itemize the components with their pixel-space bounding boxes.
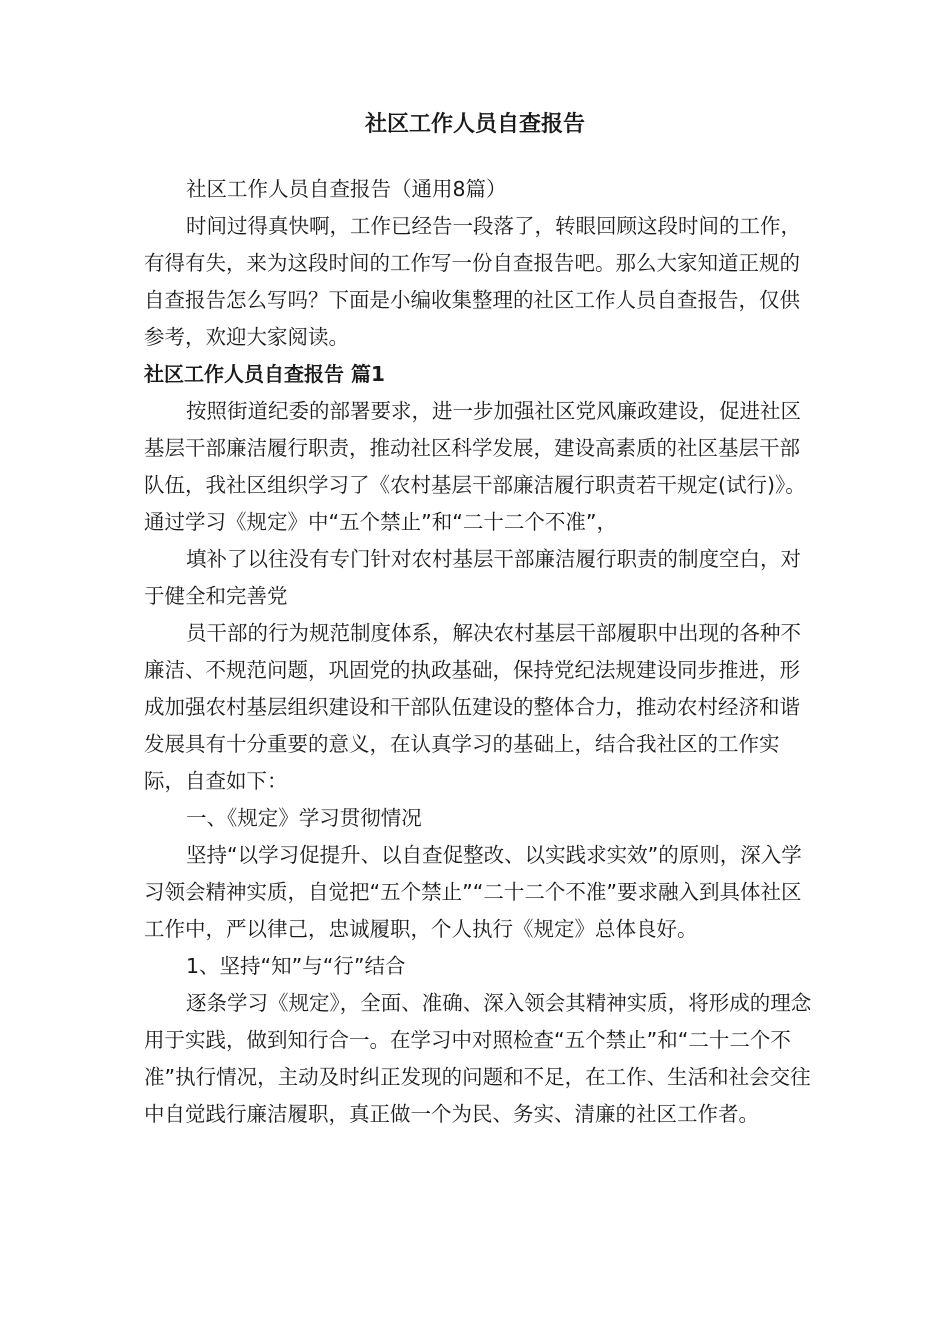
intro-paragraph: 时间过得真快啊，工作已经告一段落了，转眼回顾这段时间的工作，有得有失，来为这段时间的工作写一份自查报告吧。那么大家知道正规的自查报告怎么写吗？下面是小编收集整理的社区工作人员自查报告，仅供参考，欢迎大家阅读。: [144, 214, 801, 349]
body-paragraph: 员干部的行为规范制度体系，解决农村基层干部履职中出现的各种不廉洁、不规范问题，巩固党的执政基础，保持党纪法规建设同步推进，形成加强农村基层组织建设和干部队伍建设的整体合力，推动农村经济和谐发展具有十分重要的意义，在认真学习的基础上，结合我社区的工作实际，自查如下：: [144, 621, 801, 793]
subsection-heading: 1、坚持“知”与“行”结合: [186, 954, 406, 978]
document-subtitle: 社区工作人员自查报告（通用8篇）: [186, 177, 507, 201]
body-paragraph: 逐条学习《规定》，全面、准确、深入领会其精神实质，将形成的理念用于实践，做到知行合一。在学习中对照检查“五个禁止”和“二十二个不准”执行情况，主动及时纠正发现的问题和不足，在工作、生活和社会交往中自觉践行廉洁履职，真正做一个为民、务实、清廉的社区工作者。: [144, 991, 812, 1126]
subsection-heading: 一、《规定》学习贯彻情况: [186, 806, 422, 830]
document-body: [144, 171, 814, 1133]
section-heading: 社区工作人员自查报告 篇1: [144, 362, 385, 386]
body-paragraph: 坚持“以学习促提升、以自查促整改、以实践求实效”的原则，深入学习领会精神实质，自觉把“五个禁止”“二十二个不准”要求融入到具体社区工作中，严以律己，忠诚履职，个人执行《规定》总体良好。: [144, 843, 802, 941]
body-paragraph: 填补了以往没有专门针对农村基层干部廉洁履行职责的制度空白，对于健全和完善党: [144, 547, 801, 608]
document-title: 社区工作人员自查报告: [364, 112, 585, 137]
body-paragraph: 按照街道纪委的部署要求，进一步加强社区党风廉政建设，促进社区基层干部廉洁履行职责，推动社区科学发展，建设高素质的社区基层干部队伍，我社区组织学习了《农村基层干部廉洁履行职责若干规定(试行)》。通过学习《规定》中“五个禁止”和“二十二个不准”，: [144, 399, 806, 534]
